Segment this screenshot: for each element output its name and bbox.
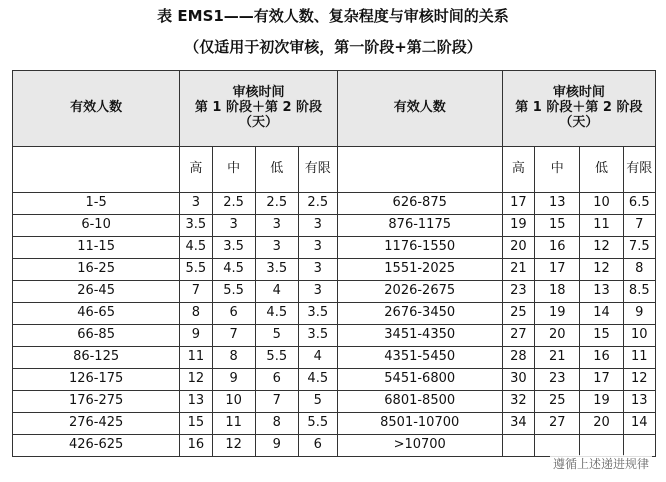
- left-audit-days: 5: [255, 325, 298, 347]
- right-people-range: 626-875: [337, 193, 502, 215]
- left-audit-days: 3: [298, 259, 337, 281]
- right-audit-days: 13: [623, 391, 655, 413]
- table-row: [13, 391, 656, 413]
- right-audit-days: 12: [580, 259, 623, 281]
- left-people-range: 6-10: [13, 215, 180, 237]
- left-audit-days: 4.5: [255, 303, 298, 325]
- level-low-header: 低: [580, 147, 623, 193]
- right-audit-days: 21: [535, 347, 580, 369]
- left-audit-days: 16: [180, 435, 212, 457]
- left-people-range: 426-625: [13, 435, 180, 457]
- table-subtitle: （仅适用于初次审核，第一阶段+第二阶段）: [184, 38, 482, 56]
- left-audit-days: 3: [255, 237, 298, 259]
- left-audit-days: 3.5: [255, 259, 298, 281]
- right-audit-days: 23: [535, 369, 580, 391]
- left-audit-days: 4.5: [298, 369, 337, 391]
- right-audit-days: 25: [502, 303, 534, 325]
- table-row: [13, 413, 656, 435]
- left-audit-days: 10: [212, 391, 255, 413]
- right-audit-days: 15: [580, 325, 623, 347]
- right-audit-days: 17: [502, 193, 534, 215]
- effective-people-header-left: 有效人数: [13, 71, 180, 147]
- left-audit-days: 6: [298, 435, 337, 457]
- left-audit-days: 7: [180, 281, 212, 303]
- left-people-range: 126-175: [13, 369, 180, 391]
- right-audit-days: 16: [580, 347, 623, 369]
- left-audit-days: 9: [180, 325, 212, 347]
- effective-people-header-right: 有效人数: [337, 71, 502, 147]
- level-limited-header: 有限: [298, 147, 337, 193]
- left-people-range: 176-275: [13, 391, 180, 413]
- left-audit-days: 5.5: [255, 347, 298, 369]
- left-audit-days: 12: [180, 369, 212, 391]
- left-audit-days: 8: [255, 413, 298, 435]
- left-audit-days: 3: [255, 215, 298, 237]
- right-people-range: 876-1175: [337, 215, 502, 237]
- left-audit-days: 3.5: [180, 215, 212, 237]
- left-people-range: 276-425: [13, 413, 180, 435]
- right-audit-days: 34: [502, 413, 534, 435]
- left-audit-days: 3.5: [298, 325, 337, 347]
- left-audit-days: 8: [212, 347, 255, 369]
- left-audit-days: 2.5: [298, 193, 337, 215]
- right-audit-days: 9: [623, 303, 655, 325]
- left-audit-days: 5.5: [212, 281, 255, 303]
- left-audit-days: 4.5: [180, 237, 212, 259]
- blank-header-right: [337, 147, 502, 193]
- table-row: [13, 193, 656, 215]
- left-audit-days: 11: [180, 347, 212, 369]
- right-audit-days: 21: [502, 259, 534, 281]
- level-high-header: 高: [180, 147, 212, 193]
- level-low-header: 低: [255, 147, 298, 193]
- right-people-range: 1551-2025: [337, 259, 502, 281]
- table-row: [13, 369, 656, 391]
- left-audit-days: 7: [212, 325, 255, 347]
- level-medium-header: 中: [212, 147, 255, 193]
- right-people-range: 3451-4350: [337, 325, 502, 347]
- left-audit-days: 3: [298, 281, 337, 303]
- right-audit-days: 6.5: [623, 193, 655, 215]
- left-audit-days: 9: [255, 435, 298, 457]
- audit-time-header-right: 审核时间 第 1 阶段＋第 2 阶段 （天）: [502, 71, 655, 147]
- right-audit-days: 27: [502, 325, 534, 347]
- left-audit-days: 5.5: [180, 259, 212, 281]
- right-audit-days: 27: [535, 413, 580, 435]
- right-audit-days: 17: [580, 369, 623, 391]
- left-people-range: 46-65: [13, 303, 180, 325]
- left-audit-days: 7: [255, 391, 298, 413]
- right-people-range: 4351-5450: [337, 347, 502, 369]
- left-audit-days: 9: [212, 369, 255, 391]
- table-row: [13, 215, 656, 237]
- right-audit-days: 28: [502, 347, 534, 369]
- right-audit-days: [502, 435, 534, 457]
- left-audit-days: 3: [212, 215, 255, 237]
- right-people-range: 8501-10700: [337, 413, 502, 435]
- left-audit-days: 2.5: [212, 193, 255, 215]
- table-row: [13, 325, 656, 347]
- right-audit-days: 17: [535, 259, 580, 281]
- table-row: [13, 237, 656, 259]
- left-audit-days: 13: [180, 391, 212, 413]
- right-audit-days: 11: [623, 347, 655, 369]
- right-audit-days: 15: [535, 215, 580, 237]
- left-people-range: 66-85: [13, 325, 180, 347]
- right-audit-days: 20: [580, 413, 623, 435]
- right-audit-days: 23: [502, 281, 534, 303]
- right-people-range: 5451-6800: [337, 369, 502, 391]
- left-audit-days: 3: [180, 193, 212, 215]
- level-medium-header: 中: [535, 147, 580, 193]
- left-people-range: 1-5: [13, 193, 180, 215]
- right-audit-days: 8.5: [623, 281, 655, 303]
- right-audit-days: 12: [580, 237, 623, 259]
- right-audit-days: 11: [580, 215, 623, 237]
- level-limited-header: 有限: [623, 147, 655, 193]
- right-audit-days: 7: [623, 215, 655, 237]
- table-body: [13, 193, 656, 457]
- right-audit-days: 19: [580, 391, 623, 413]
- left-people-range: 16-25: [13, 259, 180, 281]
- right-audit-days: 16: [535, 237, 580, 259]
- right-audit-days: 7.5: [623, 237, 655, 259]
- right-audit-days: 14: [623, 413, 655, 435]
- right-audit-days: 13: [580, 281, 623, 303]
- left-audit-days: 3: [298, 215, 337, 237]
- right-audit-days: 14: [580, 303, 623, 325]
- level-high-header: 高: [502, 147, 534, 193]
- table-row: [13, 347, 656, 369]
- table-title: 表 EMS1——有效人数、复杂程度与审核时间的关系: [157, 7, 509, 25]
- left-audit-days: 11: [212, 413, 255, 435]
- watermark-note: 遵循上述递进规律: [550, 455, 652, 472]
- left-audit-days: 4.5: [212, 259, 255, 281]
- right-people-range: >10700: [337, 435, 502, 457]
- blank-header-left: [13, 147, 180, 193]
- audit-time-header-left: 审核时间 第 1 阶段＋第 2 阶段 （天）: [180, 71, 337, 147]
- right-people-range: 6801-8500: [337, 391, 502, 413]
- left-audit-days: 3.5: [212, 237, 255, 259]
- right-people-range: 1176-1550: [337, 237, 502, 259]
- right-audit-days: 12: [623, 369, 655, 391]
- audit-time-table: [12, 70, 656, 457]
- right-audit-days: 19: [502, 215, 534, 237]
- table-row: [13, 435, 656, 457]
- right-audit-days: 20: [535, 325, 580, 347]
- left-audit-days: 12: [212, 435, 255, 457]
- left-audit-days: 15: [180, 413, 212, 435]
- right-audit-days: [580, 435, 623, 457]
- left-audit-days: 8: [180, 303, 212, 325]
- left-audit-days: 3: [298, 237, 337, 259]
- left-people-range: 86-125: [13, 347, 180, 369]
- left-audit-days: 5: [298, 391, 337, 413]
- left-audit-days: 4: [255, 281, 298, 303]
- right-audit-days: 8: [623, 259, 655, 281]
- left-people-range: 11-15: [13, 237, 180, 259]
- table-row: [13, 259, 656, 281]
- right-audit-days: 32: [502, 391, 534, 413]
- table-row: [13, 281, 656, 303]
- right-people-range: 2676-3450: [337, 303, 502, 325]
- right-audit-days: 10: [623, 325, 655, 347]
- right-audit-days: [623, 435, 655, 457]
- right-audit-days: 30: [502, 369, 534, 391]
- left-audit-days: 2.5: [255, 193, 298, 215]
- left-audit-days: 5.5: [298, 413, 337, 435]
- right-audit-days: 10: [580, 193, 623, 215]
- left-audit-days: 3.5: [298, 303, 337, 325]
- right-audit-days: 13: [535, 193, 580, 215]
- left-audit-days: 6: [255, 369, 298, 391]
- right-people-range: 2026-2675: [337, 281, 502, 303]
- left-audit-days: 4: [298, 347, 337, 369]
- left-audit-days: 6: [212, 303, 255, 325]
- table-row: [13, 303, 656, 325]
- right-audit-days: 25: [535, 391, 580, 413]
- right-audit-days: [535, 435, 580, 457]
- right-audit-days: 19: [535, 303, 580, 325]
- left-people-range: 26-45: [13, 281, 180, 303]
- right-audit-days: 18: [535, 281, 580, 303]
- right-audit-days: 20: [502, 237, 534, 259]
